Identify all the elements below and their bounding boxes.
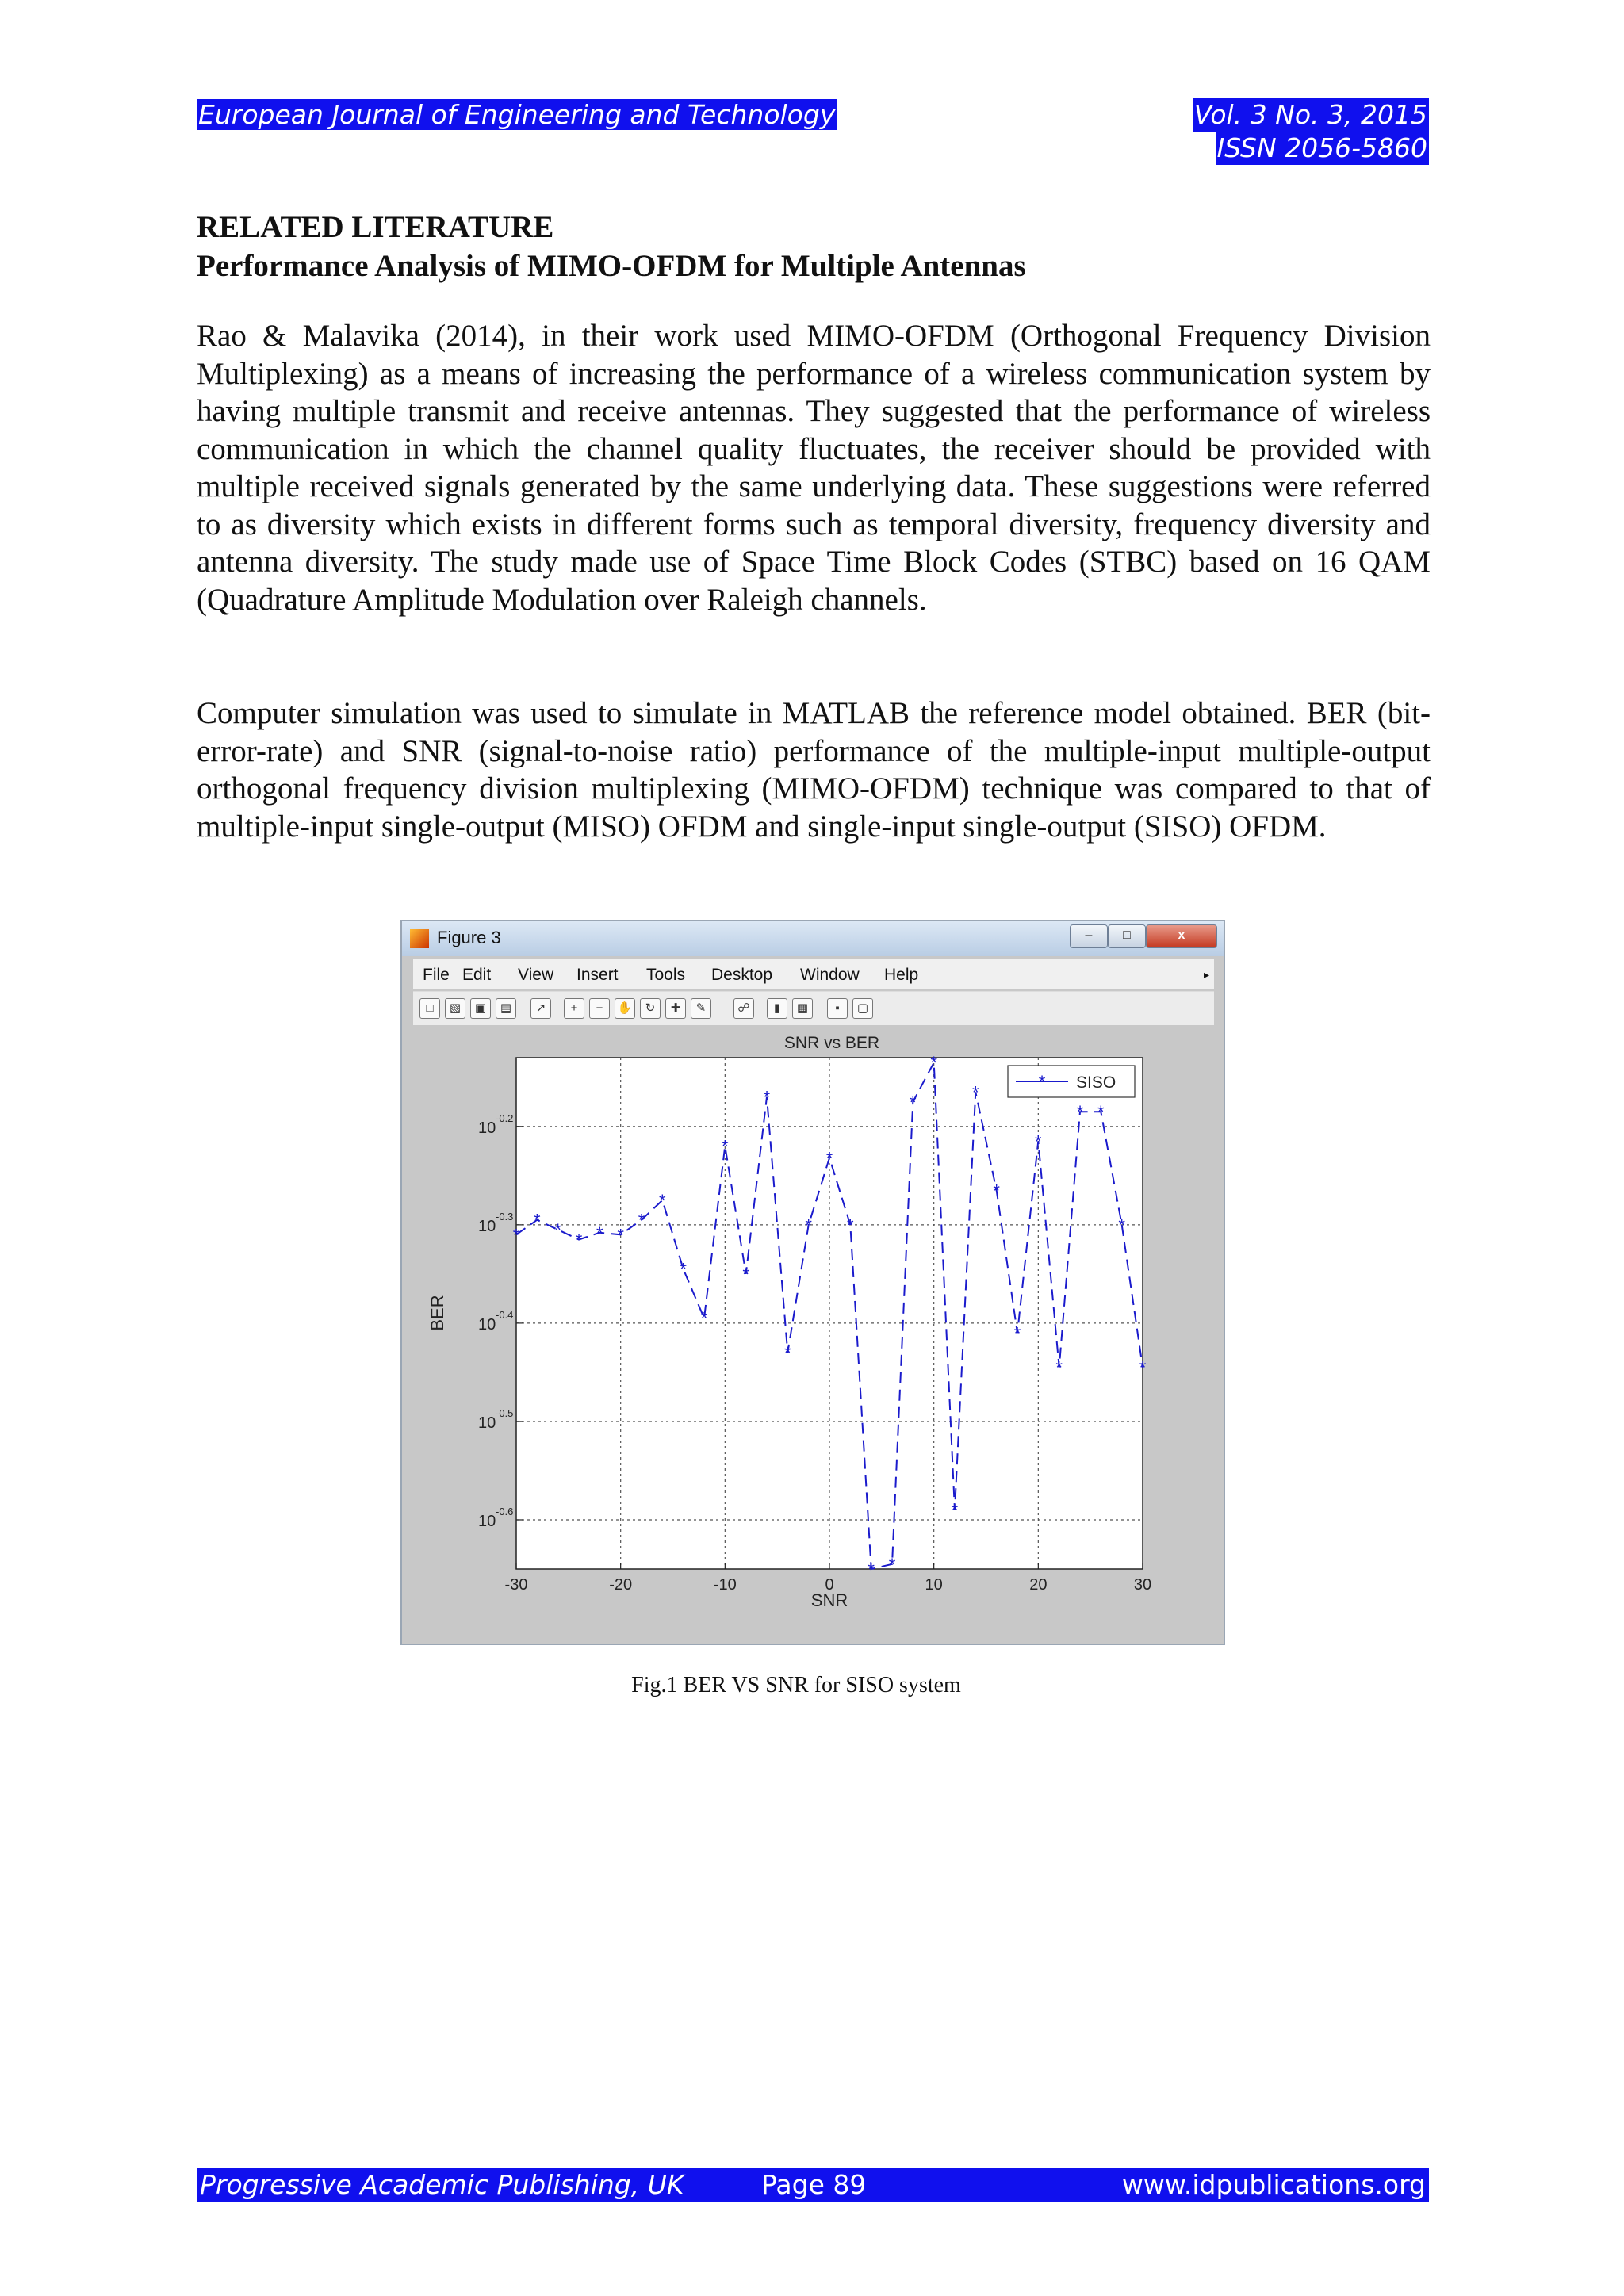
data-point-marker: * bbox=[722, 1136, 729, 1157]
data-point-marker: * bbox=[638, 1210, 645, 1230]
y-tick-label-exponent: -0.2 bbox=[496, 1112, 514, 1124]
plot-area-background bbox=[413, 1026, 1214, 1636]
legend-marker-sample: * bbox=[1038, 1072, 1046, 1092]
show-plot-tools-icon[interactable]: ▢ bbox=[852, 998, 873, 1019]
data-point-marker: * bbox=[972, 1082, 979, 1103]
journal-name: European Journal of Engineering and Technology bbox=[198, 99, 836, 130]
page-footer bbox=[197, 2168, 1429, 2202]
menu-overflow-arrow-icon[interactable]: ▸ bbox=[1203, 968, 1209, 981]
figure-titlebar bbox=[402, 921, 1224, 956]
data-point-marker: * bbox=[554, 1220, 561, 1241]
data-point-marker: * bbox=[805, 1215, 812, 1235]
menu-help[interactable]: Help bbox=[884, 966, 919, 984]
data-point-marker: * bbox=[1013, 1323, 1021, 1344]
legend-icon[interactable]: ▦ bbox=[792, 998, 813, 1019]
close-button[interactable]: x bbox=[1146, 924, 1217, 948]
footer-publisher: Progressive Academic Publishing, UK bbox=[200, 2169, 684, 2200]
hide-plot-tools-icon[interactable]: ▪ bbox=[827, 998, 848, 1019]
data-point-marker: * bbox=[868, 1559, 875, 1579]
figure-caption bbox=[0, 1673, 1624, 1698]
data-point-marker: * bbox=[1055, 1357, 1063, 1378]
pointer-icon[interactable]: ↗ bbox=[530, 998, 551, 1019]
y-tick-label-exponent: -0.3 bbox=[496, 1210, 514, 1223]
x-tick-label: 0 bbox=[825, 1576, 834, 1594]
brush-icon[interactable]: ✎ bbox=[691, 998, 711, 1019]
data-point-marker: * bbox=[617, 1225, 624, 1246]
colorbar-icon[interactable]: ▮ bbox=[767, 998, 787, 1019]
legend bbox=[1008, 1066, 1135, 1097]
figure-menubar bbox=[413, 959, 1214, 989]
data-point-marker: * bbox=[847, 1215, 854, 1235]
data-point-marker: * bbox=[1139, 1357, 1147, 1378]
menu-insert[interactable]: Insert bbox=[576, 966, 619, 984]
y-tick-label-base: 10 bbox=[478, 1512, 496, 1530]
data-point-marker: * bbox=[951, 1500, 959, 1521]
pan-icon[interactable]: ✋ bbox=[615, 998, 635, 1019]
x-axis-label: SNR bbox=[810, 1590, 848, 1610]
data-point-marker: * bbox=[680, 1259, 687, 1280]
y-tick-label-exponent: -0.4 bbox=[496, 1308, 514, 1321]
data-point-marker: * bbox=[763, 1087, 771, 1108]
data-cursor-icon[interactable]: ✚ bbox=[665, 998, 686, 1019]
x-tick-label: 10 bbox=[925, 1576, 943, 1594]
figure-caption-text: Fig.1 BER VS SNR for SISO system bbox=[631, 1673, 961, 1697]
menu-file[interactable]: File bbox=[423, 966, 450, 984]
data-point-marker: * bbox=[888, 1554, 896, 1575]
legend-entry-siso: SISO bbox=[1076, 1073, 1116, 1092]
ber-snr-chart bbox=[413, 1026, 1214, 1636]
data-point-marker: * bbox=[659, 1190, 666, 1211]
figure-toolbar bbox=[413, 991, 1214, 1025]
menu-view[interactable]: View bbox=[518, 966, 554, 984]
data-point-marker: * bbox=[993, 1181, 1000, 1201]
print-icon[interactable]: ▤ bbox=[496, 998, 516, 1019]
x-tick-label: 30 bbox=[1133, 1576, 1152, 1594]
menu-desktop[interactable]: Desktop bbox=[711, 966, 773, 984]
menu-window[interactable]: Window bbox=[800, 966, 860, 984]
data-point-marker: * bbox=[534, 1210, 541, 1230]
data-point-marker: * bbox=[700, 1308, 708, 1329]
section-heading: RELATED LITERATURE bbox=[197, 210, 554, 244]
link-icon[interactable]: ☍ bbox=[733, 998, 754, 1019]
footer-page-number: Page 89 bbox=[761, 2169, 867, 2200]
menu-edit[interactable]: Edit bbox=[462, 966, 492, 984]
data-point-marker: * bbox=[742, 1264, 749, 1284]
zoom-out-icon[interactable]: − bbox=[589, 998, 610, 1019]
data-point-marker: * bbox=[596, 1223, 603, 1243]
y-tick-label-exponent: -0.6 bbox=[496, 1505, 514, 1517]
data-point-marker: * bbox=[784, 1343, 791, 1364]
maximize-button[interactable]: □ bbox=[1108, 924, 1146, 948]
new-file-icon[interactable]: □ bbox=[419, 998, 440, 1019]
footer-website[interactable]: www.idpublications.org bbox=[1121, 2169, 1426, 2200]
menu-tools[interactable]: Tools bbox=[646, 966, 686, 984]
volume-label: Vol. 3 No. 3, 2015 bbox=[1193, 99, 1427, 130]
x-tick-label: -30 bbox=[504, 1576, 528, 1594]
open-folder-icon[interactable]: ▧ bbox=[445, 998, 465, 1019]
data-point-marker: * bbox=[1076, 1102, 1084, 1123]
data-point-marker: * bbox=[1035, 1131, 1042, 1152]
x-tick-label: -10 bbox=[713, 1576, 737, 1594]
data-point-marker: * bbox=[1118, 1215, 1125, 1235]
chart-title: SNR vs BER bbox=[783, 1034, 880, 1052]
rotate-icon[interactable]: ↻ bbox=[640, 998, 661, 1019]
y-tick-label-exponent: -0.5 bbox=[496, 1406, 514, 1419]
y-tick-label-base: 10 bbox=[478, 1119, 496, 1137]
data-point-marker: * bbox=[910, 1092, 917, 1112]
y-axis-label: BER bbox=[427, 1295, 447, 1331]
data-point-marker: * bbox=[930, 1053, 937, 1073]
data-point-marker: * bbox=[512, 1225, 520, 1246]
zoom-in-icon[interactable]: + bbox=[564, 998, 584, 1019]
paragraph-computer-simulation: Computer simulation was used to simulate in MATLAB the reference model obtained. BER (bit-error-rate) and SNR (signal-to-noise ratio) performance of the multiple-input multiple-output orthogonal frequency division multiplexing (MIMO-OFDM) technique was compared to that of multiple-input single-output (MISO) OFDM and single-input single-output (SISO) OFDM. bbox=[197, 696, 1431, 844]
minimize-button[interactable]: – bbox=[1070, 924, 1108, 948]
save-icon[interactable]: ▣ bbox=[470, 998, 491, 1019]
y-tick-label-base: 10 bbox=[478, 1315, 496, 1334]
y-tick-label-base: 10 bbox=[478, 1414, 496, 1432]
data-point-marker: * bbox=[825, 1148, 833, 1169]
matlab-logo-icon bbox=[410, 929, 429, 948]
x-tick-label: 20 bbox=[1029, 1576, 1048, 1594]
matlab-figure-window bbox=[400, 920, 1225, 1645]
section-headings bbox=[197, 208, 1431, 285]
y-tick-label-base: 10 bbox=[478, 1217, 496, 1235]
journal-title bbox=[197, 98, 837, 132]
issn-label: ISSN 2056-5860 bbox=[1216, 132, 1427, 163]
x-tick-label: -20 bbox=[609, 1576, 633, 1594]
journal-volume-block bbox=[1193, 98, 1429, 165]
subsection-heading: Performance Analysis of MIMO-OFDM for Multiple Antennas bbox=[197, 249, 1026, 283]
paragraph-rao-malavika: Rao & Malavika (2014), in their work used MIMO-OFDM (Orthogonal Frequency Division Multiplexing) as a means of increasing the performance of a wireless communication system by having multiple transmit and receive antennas. They suggested that the performance of wireless communication in which the channel quality fluctuates, the receiver should be provided with multiple received signals generated by the same underlying data. These suggestions were referred to as diversity which exists in different forms such as temporal diversity, frequency diversity and antenna diversity. The study made use of Space Time Block Codes (STBC) based on 16 QAM (Quadrature Amplitude Modulation over Raleigh channels. bbox=[197, 319, 1431, 617]
data-point-marker: * bbox=[575, 1230, 583, 1250]
figure-title: Figure 3 bbox=[437, 928, 501, 947]
data-point-marker: * bbox=[1097, 1102, 1105, 1123]
